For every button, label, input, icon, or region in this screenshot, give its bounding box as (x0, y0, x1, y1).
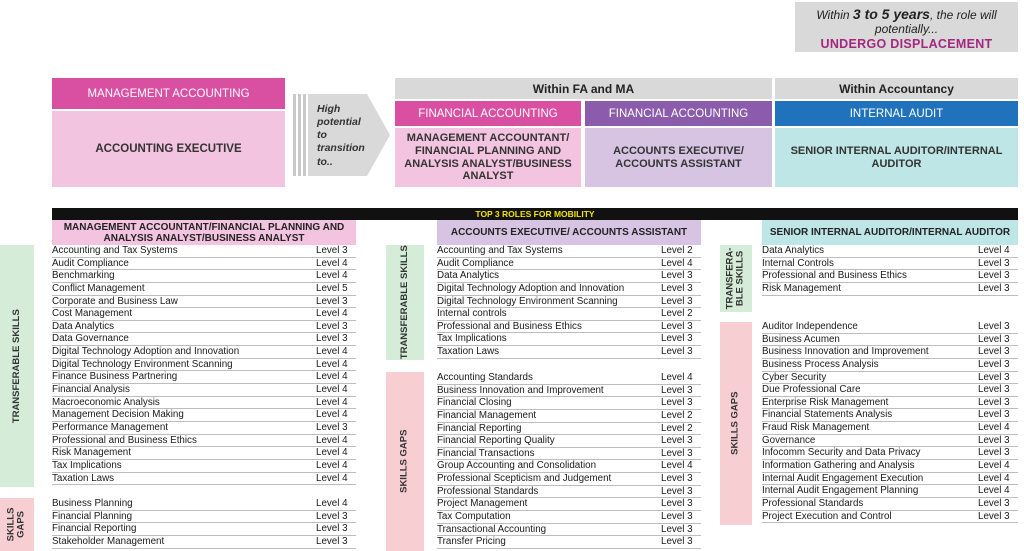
skill-level: Level 4 (316, 459, 348, 471)
skill-name: Digital Technology Environment Scanning (52, 358, 233, 370)
skill-row (762, 447, 1018, 460)
skill-row (437, 296, 701, 309)
skill-level: Level 4 (978, 472, 1010, 484)
skill-row (52, 346, 356, 359)
skill-name: Transfer Pricing (437, 536, 506, 548)
skill-level: Level 4 (661, 372, 693, 383)
column-header-1: MANAGEMENT ACCOUNTANT/FINANCIAL PLANNING AND ANALYSIS ANALYST/BUSINESS ANALYST (52, 220, 356, 245)
skill-row (52, 473, 356, 486)
skill-name: Professional and Business Ethics (437, 320, 582, 332)
skill-level: Level 4 (978, 245, 1010, 256)
skill-level: Level 4 (978, 422, 1010, 434)
skill-level: Level 3 (978, 358, 1010, 370)
skill-level: Level 3 (978, 257, 1010, 269)
skill-name: Conflict Management (52, 282, 145, 294)
skill-name: Due Professional Care (762, 384, 861, 396)
skill-name: Audit Compliance (52, 257, 129, 269)
column-header-3: SENIOR INTERNAL AUDITOR/INTERNAL AUDITOR (762, 220, 1018, 245)
skill-row (437, 283, 701, 296)
skill-level: Level 3 (661, 295, 693, 307)
skill-row (437, 258, 701, 271)
skill-row (762, 270, 1018, 283)
skill-level: Level 4 (661, 460, 693, 472)
skill-row (52, 245, 356, 258)
skill-name: Business Process Analysis (762, 358, 879, 370)
skill-row (762, 359, 1018, 372)
skill-level: Level 4 (316, 358, 348, 370)
skill-row (52, 523, 356, 536)
skill-level: Level 3 (978, 447, 1010, 459)
skill-name: Financial Reporting (437, 422, 522, 434)
skill-name: Business Innovation and Improvement (762, 346, 929, 358)
skill-level: Level 2 (661, 422, 693, 434)
skill-row (762, 422, 1018, 435)
skill-level: Level 4 (316, 434, 348, 446)
skill-level: Level 3 (661, 473, 693, 485)
skill-row (437, 346, 701, 359)
skill-level: Level 3 (978, 333, 1010, 345)
skill-name: Risk Management (52, 447, 131, 459)
skill-row (52, 359, 356, 372)
skill-name: Finance Business Partnering (52, 371, 178, 383)
skill-level: Level 3 (661, 498, 693, 510)
skill-row (437, 423, 701, 436)
transition-text: High potential to transition to.. (317, 103, 365, 168)
skill-name: Governance (762, 434, 816, 446)
skill-row (52, 283, 356, 296)
column-3-transferable-list (762, 245, 1018, 296)
skill-name: Project Execution and Control (762, 510, 892, 522)
skill-row (52, 511, 356, 524)
skill-row (52, 498, 356, 511)
skill-row (762, 409, 1018, 422)
skill-row (52, 397, 356, 410)
skill-row (52, 447, 356, 460)
skill-level: Level 3 (978, 434, 1010, 446)
skill-row (437, 473, 701, 486)
skill-level: Level 3 (316, 421, 348, 433)
skill-row (762, 473, 1018, 486)
skill-name: Infocomm Security and Data Privacy (762, 447, 921, 459)
skill-level: Level 2 (661, 409, 693, 421)
displacement-callout (795, 2, 1018, 52)
skill-row (52, 321, 356, 334)
skill-name: Enterprise Risk Management (762, 396, 889, 408)
skill-level: Level 3 (316, 333, 348, 345)
skill-level: Level 4 (316, 270, 348, 282)
skill-name: Auditor Independence (762, 321, 858, 332)
skill-level: Level 3 (661, 320, 693, 332)
skill-row (762, 334, 1018, 347)
skill-level: Level 3 (978, 510, 1010, 522)
skill-level: Level 3 (978, 371, 1010, 383)
skill-row (762, 283, 1018, 296)
skill-name: Financial Transactions (437, 447, 535, 459)
skill-level: Level 4 (316, 447, 348, 459)
column-header-2: ACCOUNTS EXECUTIVE/ ACCOUNTS ASSISTANT (437, 220, 701, 245)
callout-displacement-label: UNDERGO DISPLACEMENT (820, 36, 993, 51)
skill-row (437, 245, 701, 258)
skill-level: Level 4 (316, 308, 348, 320)
skill-level: Level 3 (661, 333, 693, 345)
skill-level: Level 3 (978, 497, 1010, 509)
skill-name: Project Management (437, 498, 528, 510)
skill-row (437, 410, 701, 423)
skill-name: Performance Management (52, 421, 168, 433)
skill-row (437, 397, 701, 410)
skill-row (52, 460, 356, 473)
skill-level: Level 2 (661, 245, 693, 256)
skill-level: Level 3 (316, 523, 348, 535)
skill-name: Data Governance (52, 333, 129, 345)
skill-row (762, 346, 1018, 359)
skill-level: Level 3 (978, 346, 1010, 358)
skill-name: Stakeholder Management (52, 535, 165, 547)
skill-level: Level 3 (316, 510, 348, 522)
target-3-department: INTERNAL AUDIT (775, 101, 1018, 126)
target-2-department: FINANCIAL ACCOUNTING (585, 101, 772, 126)
skill-level: Level 3 (316, 245, 348, 256)
skill-name: Professional and Business Ethics (762, 270, 907, 282)
column-2-transferable-list (437, 245, 701, 359)
group-header-accountancy: Within Accountancy (775, 78, 1018, 99)
skill-name: Macroeconomic Analysis (52, 396, 160, 408)
side-label-gaps-3: SKILLS GAPS (720, 322, 752, 525)
skill-row (52, 409, 356, 422)
skill-name: Financial Reporting Quality (437, 435, 555, 447)
side-label-gaps-2: SKILLS GAPS (386, 372, 424, 551)
skill-name: Risk Management (762, 282, 841, 294)
skill-name: Digital Technology Adoption and Innovation (437, 282, 625, 294)
side-label-transferable-3: TRANSFERA- BLE SKILLS (720, 245, 752, 312)
skill-level: Level 4 (316, 257, 348, 269)
skill-level: Level 4 (316, 346, 348, 358)
skill-row (52, 371, 356, 384)
skill-level: Level 3 (978, 396, 1010, 408)
skill-level: Level 3 (978, 282, 1010, 294)
skill-row (762, 321, 1018, 334)
skill-name: Benchmarking (52, 270, 115, 282)
skill-row (437, 372, 701, 385)
skill-name: Cyber Security (762, 371, 827, 383)
skill-level: Level 3 (978, 270, 1010, 282)
skill-name: Financial Analysis (52, 384, 130, 396)
skill-level: Level 3 (978, 409, 1010, 421)
target-3-role: SENIOR INTERNAL AUDITOR/INTERNAL AUDITOR (775, 128, 1018, 187)
current-role-box: ACCOUNTING EXECUTIVE (52, 111, 285, 187)
skill-level: Level 3 (661, 282, 693, 294)
skill-name: Financial Planning (52, 510, 133, 522)
skill-name: Data Analytics (437, 270, 500, 282)
skill-name: Financial Statements Analysis (762, 409, 893, 421)
skill-name: Information Gathering and Analysis (762, 460, 915, 472)
column-1-transferable-list (52, 245, 356, 485)
column-2-gaps-list (437, 372, 701, 549)
skill-row (762, 384, 1018, 397)
skill-name: Business Acumen (762, 333, 840, 345)
skill-name: Professional Scepticism and Judgement (437, 473, 612, 485)
skill-level: Level 2 (661, 308, 693, 320)
skill-name: Tax Computation (437, 511, 511, 523)
skill-level: Level 4 (661, 257, 693, 269)
skill-name: Internal Audit Engagement Planning (762, 485, 919, 497)
side-label-transferable-2: TRANSFERABLE SKILLS (386, 245, 424, 360)
skill-level: Level 3 (661, 511, 693, 523)
skill-row (762, 460, 1018, 473)
skill-level: Level 3 (661, 485, 693, 497)
skill-row (437, 511, 701, 524)
skill-name: Transactional Accounting (437, 523, 547, 535)
skill-row (437, 498, 701, 511)
skill-level: Level 3 (661, 435, 693, 447)
skill-level: Level 4 (316, 384, 348, 396)
callout-line-1: Within 3 to 5 years, the role will (816, 6, 997, 22)
skill-name: Accounting and Tax Systems (437, 245, 563, 256)
skill-level: Level 3 (316, 535, 348, 547)
skill-row (52, 258, 356, 271)
column-1-gaps-list (52, 498, 356, 549)
skill-row (762, 397, 1018, 410)
skill-row (437, 333, 701, 346)
skill-level: Level 3 (661, 397, 693, 409)
skill-row (762, 372, 1018, 385)
skill-level: Level 3 (661, 523, 693, 535)
skill-name: Taxation Laws (437, 346, 500, 358)
top-roles-banner: TOP 3 ROLES FOR MOBILITY (52, 208, 1018, 220)
skill-name: Cost Management (52, 308, 133, 320)
skill-level: Level 3 (661, 447, 693, 459)
skill-level: Level 3 (661, 536, 693, 548)
side-label-transferable-1: TRANSFERABLE SKILLS (0, 245, 34, 487)
skill-level: Level 3 (661, 270, 693, 282)
skill-level: Level 5 (316, 282, 348, 294)
skill-row (52, 384, 356, 397)
skill-row (437, 385, 701, 398)
skill-level: Level 3 (661, 384, 693, 396)
skill-row (437, 270, 701, 283)
skill-level: Level 3 (316, 320, 348, 332)
skill-row (762, 435, 1018, 448)
skill-name: Business Planning (52, 498, 133, 509)
skill-name: Management Decision Making (52, 409, 184, 421)
skill-row (762, 258, 1018, 271)
skill-level: Level 4 (316, 498, 348, 509)
skill-name: Internal controls (437, 308, 507, 320)
skill-name: Accounting and Tax Systems (52, 245, 178, 256)
side-label-gaps-1: SKILLS GAPS (0, 498, 34, 551)
skill-name: Audit Compliance (437, 257, 514, 269)
skill-row (437, 308, 701, 321)
current-department-header: MANAGEMENT ACCOUNTING (52, 78, 285, 109)
skill-row (52, 435, 356, 448)
skill-name: Financial Reporting (52, 523, 137, 535)
skill-name: Fraud Risk Management (762, 422, 870, 434)
target-2-role: ACCOUNTS EXECUTIVE/ ACCOUNTS ASSISTANT (585, 128, 772, 187)
skill-name: Digital Technology Adoption and Innovation (52, 346, 240, 358)
skill-name: Data Analytics (52, 320, 115, 332)
skill-name: Data Analytics (762, 245, 825, 256)
skill-row (52, 333, 356, 346)
skill-name: Professional Standards (762, 497, 864, 509)
target-1-role: MANAGEMENT ACCOUNTANT/ FINANCIAL PLANNING AND ANALYSIS ANALYST/BUSINESS ANALYST (395, 128, 581, 187)
skill-row (437, 524, 701, 537)
skill-row (762, 498, 1018, 511)
skill-level: Level 4 (316, 472, 348, 484)
skill-level: Level 4 (978, 485, 1010, 497)
skill-name: Tax Implications (437, 333, 507, 345)
skill-level: Level 4 (316, 371, 348, 383)
skill-name: Taxation Laws (52, 472, 115, 484)
column-3-gaps-list (762, 321, 1018, 523)
skill-name: Internal Controls (762, 257, 834, 269)
skill-level: Level 3 (661, 346, 693, 358)
skill-level: Level 4 (978, 460, 1010, 472)
skill-level: Level 4 (316, 409, 348, 421)
callout-line-2: potentially... (874, 21, 939, 36)
skill-row (437, 536, 701, 549)
skill-name: Corporate and Business Law (52, 295, 178, 307)
skill-name: Group Accounting and Consolidation (437, 460, 597, 472)
skill-name: Financial Closing (437, 397, 512, 409)
skill-row (437, 486, 701, 499)
skill-row (52, 308, 356, 321)
skill-level: Level 4 (316, 396, 348, 408)
skill-row (52, 422, 356, 435)
skill-row (437, 321, 701, 334)
skill-name: Internal Audit Engagement Execution (762, 472, 924, 484)
skill-name: Tax Implications (52, 459, 122, 471)
skill-level: Level 3 (978, 384, 1010, 396)
skill-row (437, 435, 701, 448)
skill-row (762, 485, 1018, 498)
skill-row (52, 270, 356, 283)
skill-row (52, 536, 356, 549)
skill-level: Level 3 (316, 295, 348, 307)
group-header-fa-ma: Within FA and MA (395, 78, 772, 99)
skill-row (437, 460, 701, 473)
skill-row (437, 448, 701, 461)
skill-name: Business Innovation and Improvement (437, 384, 604, 396)
skill-level: Level 3 (978, 321, 1010, 332)
skill-row (762, 245, 1018, 258)
skill-name: Financial Management (437, 409, 537, 421)
skill-name: Accounting Standards (437, 372, 533, 383)
skill-row (762, 511, 1018, 524)
skill-name: Professional Standards (437, 485, 539, 497)
skill-name: Digital Technology Environment Scanning (437, 295, 618, 307)
target-1-department: FINANCIAL ACCOUNTING (395, 101, 581, 126)
skill-name: Professional and Business Ethics (52, 434, 197, 446)
skill-row (52, 296, 356, 309)
